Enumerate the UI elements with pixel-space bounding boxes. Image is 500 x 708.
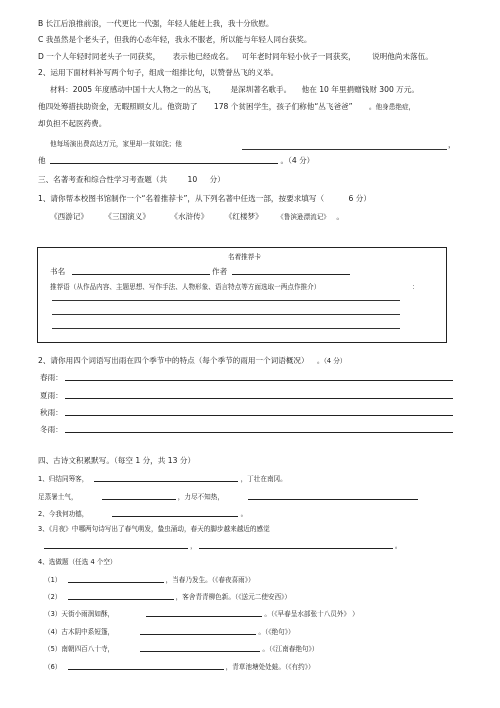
answer-blank[interactable] xyxy=(140,626,256,635)
answer-blank[interactable] xyxy=(68,661,224,670)
s4-q3: 3、《月夜》中哪两句诗写出了春气萌发，蛰虫涌动，春天的脚步越来越近的感觉 xyxy=(38,525,270,533)
reason-line[interactable] xyxy=(52,314,400,315)
elective-item: （5）南朝四百八十寺， 。（《江南春绝句》） xyxy=(44,645,319,653)
answer-blank[interactable] xyxy=(112,508,238,517)
section3-q1: 1、请你帮本校图书馆制作一个“名着推荐卡”，从下列名著中任选一部，按要求填写（ 6 分） xyxy=(38,194,371,203)
season-answer-field[interactable] xyxy=(65,390,453,399)
answer-blank[interactable] xyxy=(102,491,176,500)
q2-material-line1: 材料：2005 年度感动中国十大人物之一的丛飞， 是深圳著名歌手。 他在 10 年里捐赠钱财 300 万元。 xyxy=(50,85,419,94)
season-label: 秋雨： xyxy=(40,408,63,417)
book-item: 《三国演义》 xyxy=(104,212,150,221)
book-list: 《西游记》 《三国演义》 《水浒传》 《红楼梦》 《鲁滨逊漂流记》 。 xyxy=(50,212,344,221)
q2-material-line3: 却负担不起医药费。 xyxy=(38,119,107,128)
book-name-field[interactable] xyxy=(72,266,210,275)
season-row xyxy=(40,407,453,418)
card-reason-label: 推荐语（从作品内容、主题思想、写作手法、人物形象、语言特点等方面选取一两点作推介） xyxy=(50,283,321,291)
answer-blank[interactable] xyxy=(94,473,238,482)
elective-item: （3）天街小雨润如酥， 。（《早春呈水部张十八员外》 ） xyxy=(44,610,359,618)
option-c: C 我虽然是个老头子，但我的心态年轻，我永不服老，所以能与年轻人同台获奖。 xyxy=(38,35,312,44)
season-answer-field[interactable] xyxy=(65,372,453,381)
card-book-row: 书名 作者 xyxy=(50,266,350,277)
q2-answer-line2: 他 。（4 分） xyxy=(38,156,315,165)
s4-q1-line2: 足蒸暑土气， ，力尽不知热， xyxy=(38,491,418,503)
book-item: 《西游记》 xyxy=(50,212,88,221)
reason-line[interactable] xyxy=(52,328,400,329)
season-answer-field[interactable] xyxy=(65,407,453,416)
reason-line[interactable] xyxy=(52,300,400,301)
q2-answer-blank-1[interactable] xyxy=(242,149,447,150)
season-row xyxy=(40,424,453,435)
book-item: 《水浒传》 xyxy=(170,212,209,221)
answer-blank[interactable] xyxy=(140,643,260,652)
s4-q4: 4、选做题（任选 4 个空） xyxy=(38,558,117,566)
q2-material-line2: 他四处筹措扶助资金，无暇照顾女儿。他资助了 178 个贫困学生，孩子们称他“丛飞爸爸” 。他身患绝症， xyxy=(38,102,416,111)
elective-item: （6） ，青草池塘处处蛙。（《有约》） xyxy=(44,663,315,671)
season-row xyxy=(40,390,453,401)
book-item: 《鲁滨逊漂流记》 xyxy=(277,213,330,221)
answer-blank[interactable] xyxy=(68,591,174,600)
q2-prompt: 2、运用下面材料补写两个句子，组成一组排比句，以赞誉丛飞的义举。 xyxy=(38,68,279,77)
season-answer-field[interactable] xyxy=(65,424,453,433)
s4-q2: 2、今我何功德， 。 xyxy=(38,510,248,518)
answer-blank[interactable] xyxy=(44,540,188,549)
season-label: 夏雨： xyxy=(40,391,63,400)
section3-heading: 三、名著考查和综合性学习考查题（共 10 分） xyxy=(38,175,225,184)
season-label: 春雨： xyxy=(40,373,63,382)
answer-blank[interactable] xyxy=(68,574,164,583)
elective-item: （4）古木阴中系短篷， 。（《绝句》） xyxy=(44,628,295,636)
q2-answer-blank-2[interactable] xyxy=(50,155,278,164)
section3-q2: 2、请你用四个词语写出雨在四个季节中的特点（每个季节的雨用一个词语概况） 。（4 分） xyxy=(38,356,347,365)
answer-blank[interactable] xyxy=(199,540,393,549)
season-row xyxy=(40,372,453,383)
s4-q1-line1: 1、归结同筹客， ，丁壮在南冈。 xyxy=(38,475,287,483)
elective-item: （1） ，当春乃发生。（《春夜喜雨》） xyxy=(44,576,255,584)
author-field[interactable] xyxy=(232,266,350,275)
option-d: D 一个人年轻时同老头子一同获奖， 表示他已经成名。 可年老时同年轻小伙子一同获奖， 说明他尚未落伍。 xyxy=(38,52,433,61)
answer-blank[interactable] xyxy=(146,608,262,617)
section4-heading: 四、古诗文积累默写。（每空 1 分，共 13 分） xyxy=(38,456,196,465)
option-b: B 长江后浪推前浪，一代更比一代强，年轻人能赶上我，我十分欣慰。 xyxy=(38,19,274,28)
elective-item: （2） ，客舍青青柳色新。（《送元二使安西》） xyxy=(44,593,291,601)
book-item: 《红楼梦》 xyxy=(224,212,263,221)
answer-blank[interactable] xyxy=(248,491,418,500)
season-label: 冬雨： xyxy=(40,425,63,434)
q2-answer-line1-text: 他每场演出费高达万元，家里却一贫如洗；他 xyxy=(50,140,182,148)
card-title: 名着推荐卡 xyxy=(228,253,261,261)
s4-q3-answer: ， 。 xyxy=(44,540,402,552)
